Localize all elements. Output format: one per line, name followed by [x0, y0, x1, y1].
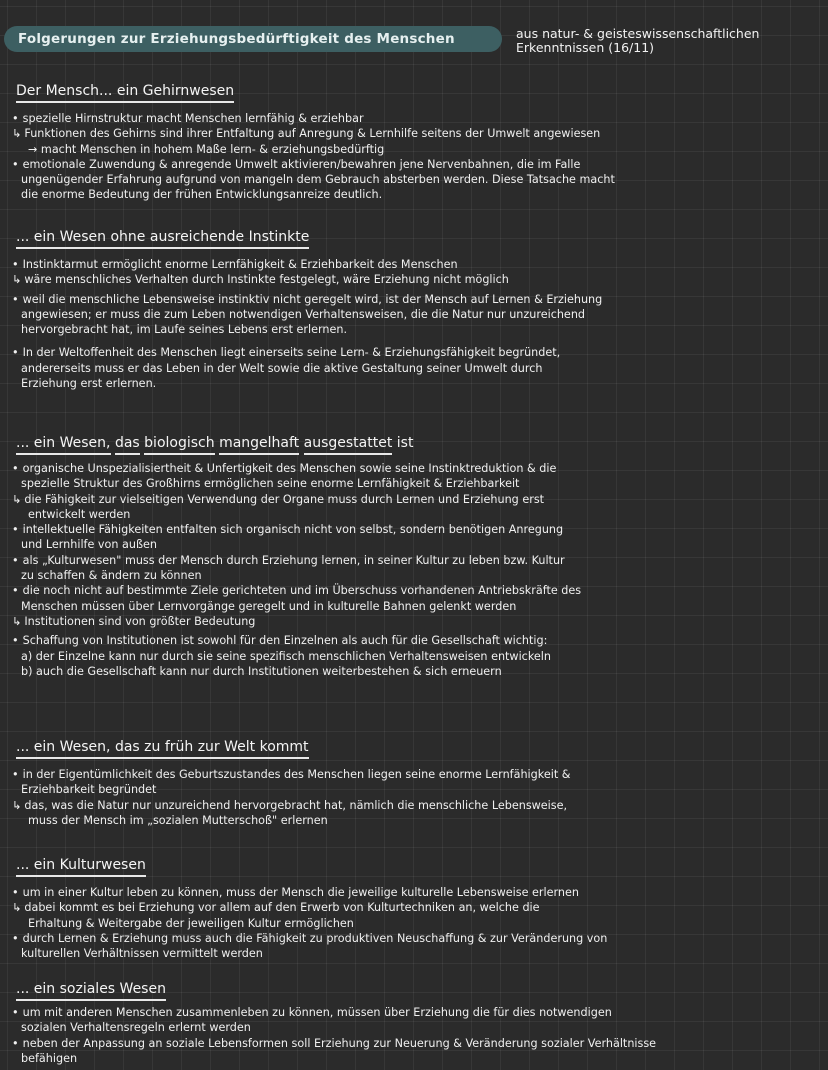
- note-line: b) auch die Gesellschaft kann nur durch Institutionen weiterbestehen & sich erneuern: [21, 664, 502, 678]
- section-mangelwesen: [12, 432, 812, 679]
- note-line: ↳ die Fähigkeit zur vielseitigen Verwendung der Organe muss durch Lernen und Erziehung erst: [12, 492, 812, 507]
- note-line: ↳ Institutionen sind von größter Bedeutung: [12, 614, 812, 629]
- section-heading: ... ein Kulturwesen: [16, 857, 146, 877]
- subtitle-line-1: aus natur- & geisteswissenschaftlichen: [516, 26, 760, 41]
- note-line: ungenügender Erfahrung aufgrund von mangeln dem Gebrauch absterben werden. Diese Tatsache macht: [21, 173, 615, 187]
- note-line: • die noch nicht auf bestimmte Ziele gerichteten und im Überschuss vorhandenen Antriebskräfte des: [12, 583, 812, 598]
- note-line: zu schaffen & ändern zu können: [21, 569, 202, 583]
- section-fruehgeburt: [12, 736, 812, 828]
- note-line: • um in einer Kultur leben zu können, muss der Mensch die jeweilige kulturelle Lebensweise erlernen: [12, 885, 812, 900]
- note-line: muss der Mensch im „sozialen Mutterschoß" erlernen: [28, 813, 328, 827]
- note-line: • intellektuelle Fähigkeiten entfalten sich organisch nicht von selbst, sondern benötigen Anregung: [12, 522, 812, 537]
- note-line: • in der Eigentümlichkeit des Geburtszustandes des Menschen liegen seine enorme Lernfähigkeit &: [12, 767, 812, 782]
- note-line: → macht Menschen in hohem Maße lern- & erziehungsbedürftig: [28, 142, 385, 156]
- heading-part: mangelhaft: [219, 435, 299, 455]
- note-line: • In der Weltoffenheit des Menschen liegt einerseits seine Lern- & Erziehungsfähigkeit begründet,: [12, 345, 812, 360]
- note-line: Erhaltung & Weitergabe der jeweiligen Kultur ermöglichen: [28, 916, 354, 930]
- note-line: • durch Lernen & Erziehung muss auch die Fähigkeit zu produktiven Neuschaffung & zur Veränderung von: [12, 931, 812, 946]
- note-line: angewiesen; er muss die zum Leben notwendigen Verhaltensweisen, die die Natur nur unzureichend: [21, 307, 586, 321]
- section-gehirnwesen: [12, 80, 812, 203]
- section-heading: ... ein soziales Wesen: [16, 981, 166, 1001]
- note-line: hervorgebracht hat, im Laufe seines Lebens erst erlernen.: [21, 323, 348, 337]
- section-heading: Der Mensch... ein Gehirnwesen: [16, 83, 234, 103]
- note-line: • neben der Anpassung an soziale Lebensformen soll Erziehung zur Neuerung & Veränderung sozialer Verhältnisse: [12, 1036, 812, 1051]
- note-line: Erziehbarkeit begründet: [21, 783, 157, 797]
- note-line: • organische Unspezialisiertheit & Unfertigkeit des Menschen sowie seine Instinktreduktion & die: [12, 461, 812, 476]
- note-line: • Schaffung von Institutionen ist sowohl für den Einzelnen als auch für die Gesellschaft wichtig:: [12, 633, 812, 648]
- note-line: ↳ wäre menschliches Verhalten durch Instinkte festgelegt, wäre Erziehung nicht möglich: [12, 272, 812, 287]
- section-kulturwesen: [12, 854, 812, 961]
- heading-part: ist: [396, 435, 414, 451]
- note-line: ↳ das, was die Natur nur unzureichend hervorgebracht hat, nämlich die menschliche Lebensweise,: [12, 798, 812, 813]
- section-soziales-wesen: [12, 978, 812, 1066]
- note-line: ↳ dabei kommt es bei Erziehung vor allem auf den Erwerb von Kulturtechniken an, welche die: [12, 900, 812, 915]
- note-line: Menschen müssen über Lernvorgänge geregelt und in kulturelle Bahnen gelenkt werden: [21, 599, 517, 613]
- heading-part: ausgestattet: [304, 435, 393, 455]
- note-line: befähigen: [21, 1051, 78, 1065]
- note-line: • als „Kulturwesen" muss der Mensch durch Erziehung lernen, in seiner Kultur zu leben bzw. Kultur: [12, 553, 812, 568]
- heading-part: biologisch: [144, 435, 214, 455]
- subtitle-line-2: Erkenntnissen (16/11): [516, 40, 655, 55]
- note-line: • spezielle Hirnstruktur macht Menschen lernfähig & erziehbar: [12, 111, 812, 126]
- page-subtitle: [516, 27, 816, 55]
- note-line: • weil die menschliche Lebensweise instinktiv nicht geregelt wird, ist der Mensch auf Lernen & Erziehung: [12, 292, 812, 307]
- section-instinkte: [12, 226, 812, 391]
- note-line: sozialen Verhaltensregeln erlernt werden: [21, 1021, 251, 1035]
- note-line: entwickelt werden: [28, 507, 131, 521]
- note-line: a) der Einzelne kann nur durch sie seine spezifisch menschlichen Verhaltensweisen entwickeln: [21, 649, 551, 663]
- note-line: • Instinktarmut ermöglicht enorme Lernfähigkeit & Erziehbarkeit des Menschen: [12, 257, 812, 272]
- heading-part: ... ein Wesen,: [16, 435, 111, 455]
- section-heading: ... ein Wesen, das zu früh zur Welt kommt: [16, 739, 309, 759]
- note-line: • emotionale Zuwendung & anregende Umwelt aktivieren/bewahren jene Nervenbahnen, die im Falle: [12, 157, 812, 172]
- note-line: Erziehung erst erlernen.: [21, 377, 157, 391]
- section-heading: ... ein Wesen ohne ausreichende Instinkte: [16, 229, 309, 249]
- note-line: die enorme Bedeutung der frühen Entwicklungsanreize deutlich.: [21, 188, 383, 202]
- note-line: • um mit anderen Menschen zusammenleben zu können, müssen über Erziehung die für dies notwendigen: [12, 1005, 812, 1020]
- heading-part: das: [115, 435, 140, 455]
- section-heading: [16, 435, 413, 453]
- note-line: und Lernhilfe von außen: [21, 538, 158, 552]
- page-title: Folgerungen zur Erziehungsbedürftigkeit des Menschen: [4, 26, 502, 52]
- note-line: ↳ Funktionen des Gehirns sind ihrer Entfaltung auf Anregung & Lernhilfe seitens der Umwelt angewiesen: [12, 126, 812, 141]
- note-line: andererseits muss er das Leben in der Welt sowie die aktive Gestaltung seiner Umwelt durch: [21, 361, 543, 375]
- note-line: kulturellen Verhältnissen vermittelt werden: [21, 947, 263, 961]
- note-line: spezielle Struktur des Großhirns ermöglichen seine enorme Lernfähigkeit & Erziehbarkeit: [21, 477, 520, 491]
